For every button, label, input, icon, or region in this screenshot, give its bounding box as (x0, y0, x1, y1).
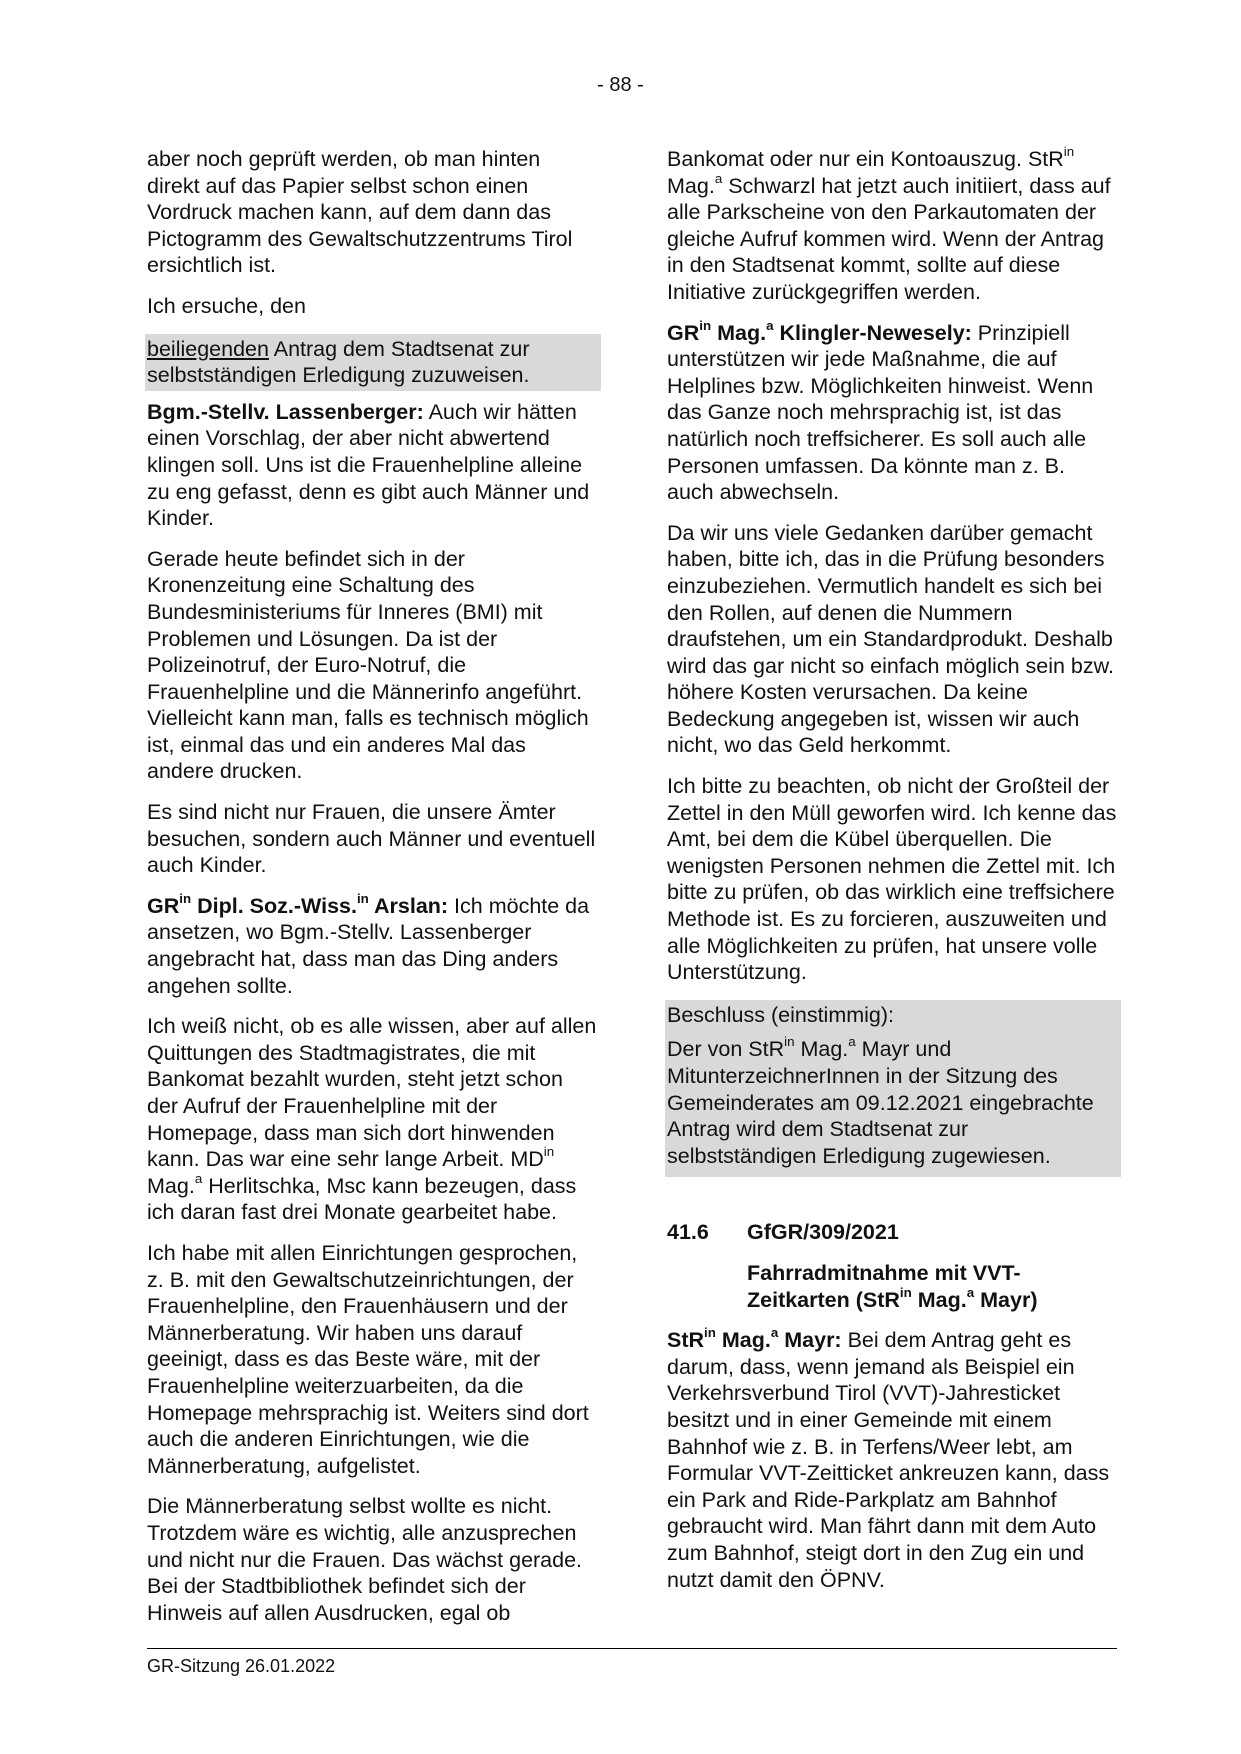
speaker-name: Bgm.-Stellv. Lassenberger: (147, 399, 424, 424)
motion-request-box (145, 334, 601, 391)
underlined-word: beiliegenden (147, 336, 269, 361)
speech-text: Bei dem Antrag geht es darum, dass, wenn jemand als Beispiel ein Verkehrsverbund Tirol (VVT)-Jahresticket besitzt und in einer Gemeinde mit einem Bahnhof wie z. B. in Terfens/Weer lebt, am Formular VVT-Zeitticket ankreuzen kann, dass ein Park and Ride-Parkplatz am Bahnhof gebraucht wird. Man fährt dann mit dem Auto zum Bahnhof, steigt dort in den Zug ein und nutzt damit den ÖPNV. (667, 1328, 1110, 1592)
speaker-name: $GR^{in}$ Mag.$^a$ Klingler-Newesely: (667, 317, 972, 345)
section-heading (667, 1219, 1117, 1313)
speaker-name: $GR^{in}$ Dipl. Soz.-Wiss.$^{in}$ Arslan: (147, 890, 449, 918)
footer-divider (147, 1648, 1117, 1649)
decision-box (665, 1000, 1121, 1178)
page-number: - 88 - (597, 74, 644, 96)
paragraph: Ich ersuche, den (147, 293, 306, 318)
paragraph: aber noch geprüft werden, ob man hinten direkt auf das Papier selbst schon einen Vordruck machen kann, auf dem dann das Pictogramm des Gewaltschutzzentrums Tirol ersichtlich ist. (147, 147, 573, 278)
left-column (147, 146, 597, 1640)
speech-lassenberger (147, 399, 597, 532)
paragraph: Ich habe mit allen Einrichtungen gesprochen, z. B. mit den Gewaltschutzeinrichtungen, der Frauenhelpline, den Frauenhäusern und der Männerberatung. Wir haben uns darauf geeinigt, dass es das Beste wäre, mit der Frauenhelpline weiterzuarbeiten, da die Homepage mehrsprachig ist. Weiters sind dort auch die anderen Einrichtungen, wie die Männerberatung, aufgelistet. (147, 1240, 589, 1478)
speech-text: Prinzipiell unterstützen wir jede Maßnahme, die auf Helplines bzw. Möglichkeiten hinweist. Wenn das Ganze noch mehrsprachig ist, ist das natürlich noch treffsicherer. Es soll auch alle Personen umfassen. Da könnte man z. B. auch abwechseln. (667, 320, 1094, 505)
paragraph: Bankomat oder nur ein Kontoauszug. StR$^{in}$ Mag.$^a$ Schwarzl hat jetzt auch initiiert, dass auf alle Parkscheine von den Parkautomaten der gleiche Aufruf kommen wird. Wenn der Antrag in den Stadtsenat kommt, sollte auf diese Initiative zurückgegriffen werden. (667, 144, 1111, 304)
speech-text: Ich möchte da ansetzen, wo Bgm.-Stellv. Lassenberger angebracht hat, dass man das Ding anders angehen sollte. (147, 893, 590, 998)
paragraph: Die Männerberatung selbst wollte es nicht. Trotzdem wäre es wichtig, alle anzusprechen und nicht nur die Frauen. Das wächst gerade. Bei der Stadtbibliothek befindet sich der Hinweis auf allen Ausdrucken, egal ob (147, 1494, 583, 1625)
motion-text: Antrag dem Stadtsenat zur selbstständigen Erledigung zuzuweisen. (147, 336, 530, 388)
footer-session-date: GR-Sitzung 26.01.2022 (147, 1656, 336, 1676)
decision-text: Der von StR$^{in}$ Mag.$^a$ Mayr und MitunterzeichnerInnen in der Sitzung des Gemeinderates am 09.12.2021 eingebrachte Antrag wird dem Stadtsenat zur selbstständigen Erledigung zugewiesen. (667, 1034, 1094, 1168)
speech-text: Auch wir hätten einen Vorschlag, der aber nicht abwertend klingen soll. Uns ist die Frauenhelpline alleine zu eng gefasst, denn es gibt auch Männer und Kinder. (147, 399, 590, 531)
section-title: Fahrradmitnahme mit VVT-Zeitkarten (StR$^{in}$ Mag.$^a$ Mayr) (747, 1260, 1038, 1312)
speech-klingler-newesely (667, 317, 1117, 506)
paragraph: Ich weiß nicht, ob es alle wissen, aber auf allen Quittungen des Stadtmagistrates, die mit Bankomat bezahlt wurden, steht jetzt schon der Aufruf der Frauenhelpline mit der Homepage, dass man sich dort hinwenden kann. Das war eine sehr lange Arbeit. $MD^{in}$ Mag.$^a$ Herlitschka, Msc kann bezeugen, dass ich daran fast drei Monate gearbeitet habe. (147, 1014, 597, 1225)
paragraph: Ich bitte zu beachten, ob nicht der Großteil der Zettel in den Müll geworfen wird. Ich kenne das Amt, bei dem die Kübel überquellen. Die wenigsten Personen nehmen die Zettel mit. Ich bitte zu prüfen, ob das wirklich eine treffsichere Methode ist. Es zu forcieren, auszuweiten und alle Möglichkeiten zu prüfen, hat unsere volle Unterstützung. (667, 774, 1117, 985)
speaker-name: StR$^{in}$ Mag.$^a$ Mayr: (667, 1325, 842, 1353)
section-reference: GfGR/309/2021 (747, 1220, 899, 1245)
section-number: 41.6 (667, 1220, 709, 1245)
speech-arslan (147, 890, 597, 999)
decision-label: Beschluss (einstimmig): (667, 1002, 894, 1027)
right-column (667, 146, 1117, 1607)
paragraph: Gerade heute befindet sich in der Kronenzeitung eine Schaltung des Bundesministeriums für Inneres (BMI) mit Problemen und Lösungen. Da ist der Polizeinotruf, der Euro-Notruf, die Frauenhelpline und die Männerinfo angeführt. Vielleicht kann man, falls es technisch möglich ist, einmal das und ein anderes Mal das andere drucken. (147, 546, 589, 784)
paragraph: Es sind nicht nur Frauen, die unsere Ämter besuchen, sondern auch Männer und eventuell auch Kinder. (147, 800, 596, 878)
speech-mayr (667, 1327, 1117, 1593)
paragraph: Da wir uns viele Gedanken darüber gemacht haben, bitte ich, das in die Prüfung besonders einzubeziehen. Vermutlich handelt es sich bei den Rollen, auf denen die Nummern draufstehen, um ein Standardprodukt. Deshalb wird das gar nicht so einfach möglich sein bzw. höhere Kosten verursachen. Da keine Bedeckung angegeben ist, wissen wir auch nicht, wo das Geld herkommt. (667, 520, 1114, 758)
